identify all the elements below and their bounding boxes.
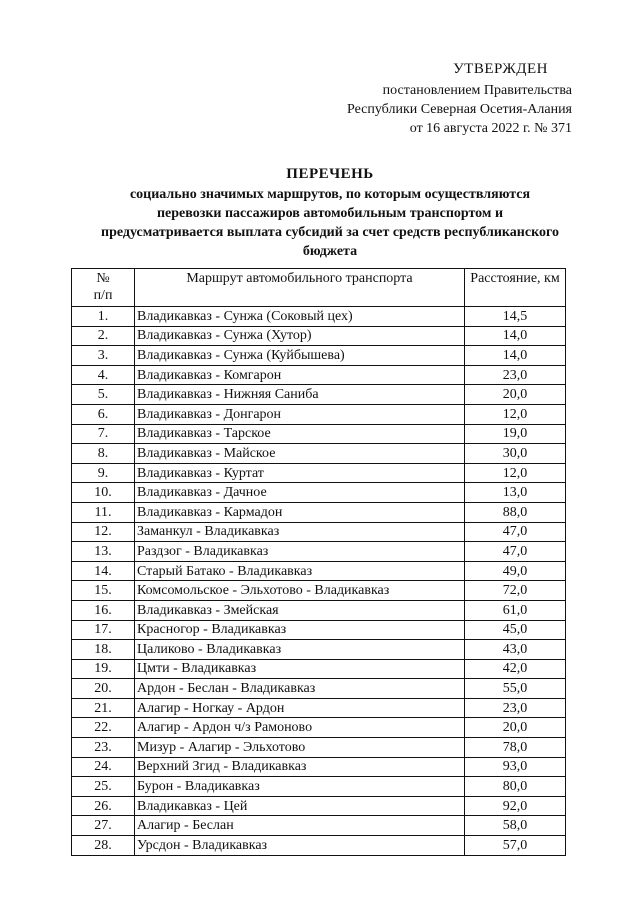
row-distance: 49,0 [465, 561, 566, 581]
row-route: Владикавказ - Комгарон [135, 365, 465, 385]
row-route: Мизур - Алагир - Эльхотово [135, 738, 465, 758]
table-row [72, 698, 566, 718]
routes-table [71, 268, 566, 856]
row-number: 2. [72, 326, 135, 346]
row-number: 17. [72, 620, 135, 640]
row-number: 10. [72, 483, 135, 503]
header-route: Маршрут автомобильного транспорта [135, 269, 465, 307]
heading-line-4: бюджета [302, 244, 358, 259]
row-route: Владикавказ - Куртат [135, 463, 465, 483]
row-distance: 19,0 [465, 424, 566, 444]
row-number: 8. [72, 444, 135, 464]
row-route: Раздзог - Владикавказ [135, 542, 465, 562]
row-distance: 57,0 [465, 836, 566, 856]
row-route: Владикавказ - Змейская [135, 600, 465, 620]
row-distance: 12,0 [465, 463, 566, 483]
row-number: 6. [72, 404, 135, 424]
row-distance: 30,0 [465, 444, 566, 464]
row-number: 3. [72, 346, 135, 366]
document-title: ПЕРЕЧЕНЬ [286, 166, 374, 182]
approval-line-2: Республики Северная Осетия-Алания [347, 102, 572, 117]
header-number-line-2: п/п [93, 288, 113, 303]
row-number: 27. [72, 816, 135, 836]
row-number: 15. [72, 581, 135, 601]
table-row [72, 718, 566, 738]
row-distance: 23,0 [465, 365, 566, 385]
row-distance: 12,0 [465, 404, 566, 424]
document-heading [60, 165, 600, 261]
table-row [72, 561, 566, 581]
row-distance: 47,0 [465, 542, 566, 562]
row-distance: 45,0 [465, 620, 566, 640]
row-distance: 72,0 [465, 581, 566, 601]
row-route: Красногор - Владикавказ [135, 620, 465, 640]
table-row [72, 620, 566, 640]
table-row [72, 502, 566, 522]
table-row [72, 365, 566, 385]
row-distance: 20,0 [465, 385, 566, 405]
row-distance: 78,0 [465, 738, 566, 758]
heading-line-1: социально значимых маршрутов, по которым осуществляются [129, 187, 531, 202]
row-route: Владикавказ - Тарское [135, 424, 465, 444]
row-distance: 88,0 [465, 502, 566, 522]
table-row [72, 424, 566, 444]
row-number: 28. [72, 836, 135, 856]
row-number: 16. [72, 600, 135, 620]
header-distance: Расстояние, км [465, 269, 566, 307]
row-number: 18. [72, 640, 135, 660]
approval-line-3: от 16 августа 2022 г. № 371 [409, 121, 572, 136]
table-row [72, 757, 566, 777]
row-route: Верхний Згид - Владикавказ [135, 757, 465, 777]
row-number: 21. [72, 698, 135, 718]
table-row [72, 444, 566, 464]
row-number: 26. [72, 796, 135, 816]
row-route: Алагир - Ногкау - Ардон [135, 698, 465, 718]
row-distance: 55,0 [465, 679, 566, 699]
row-distance: 20,0 [465, 718, 566, 738]
table-header-row [72, 269, 566, 307]
row-number: 12. [72, 522, 135, 542]
table-row [72, 404, 566, 424]
table-row [72, 581, 566, 601]
row-distance: 42,0 [465, 659, 566, 679]
row-route: Владикавказ - Кармадон [135, 502, 465, 522]
table-row [72, 659, 566, 679]
table-row [72, 307, 566, 327]
header-number-line-1: № [96, 271, 110, 286]
table-row [72, 836, 566, 856]
row-number: 11. [72, 502, 135, 522]
row-distance: 80,0 [465, 777, 566, 797]
row-route: Комсомольское - Эльхотово - Владикавказ [135, 581, 465, 601]
approval-line-1: постановлением Правительства [382, 83, 572, 98]
routes-table-body [72, 307, 566, 856]
row-number: 20. [72, 679, 135, 699]
row-number: 1. [72, 307, 135, 327]
heading-line-3: предусматривается выплата субсидий за счет средств республиканского [101, 225, 559, 240]
row-distance: 61,0 [465, 600, 566, 620]
row-number: 5. [72, 385, 135, 405]
row-route: Цаликово - Владикавказ [135, 640, 465, 660]
row-route: Бурон - Владикавказ [135, 777, 465, 797]
row-route: Заманкул - Владикавказ [135, 522, 465, 542]
heading-line-2: перевозки пассажиров автомобильным транспортом и [156, 206, 504, 221]
row-route: Владикавказ - Сунжа (Соковый цех) [135, 307, 465, 327]
row-number: 7. [72, 424, 135, 444]
row-number: 24. [72, 757, 135, 777]
row-distance: 23,0 [465, 698, 566, 718]
table-row [72, 542, 566, 562]
row-route: Владикавказ - Дачное [135, 483, 465, 503]
row-route: Алагир - Ардон ч/з Рамоново [135, 718, 465, 738]
table-row [72, 679, 566, 699]
row-distance: 43,0 [465, 640, 566, 660]
header-number [72, 269, 135, 307]
row-route: Урсдон - Владикавказ [135, 836, 465, 856]
row-route: Ардон - Беслан - Владикавказ [135, 679, 465, 699]
table-row [72, 326, 566, 346]
row-distance: 14,0 [465, 346, 566, 366]
row-route: Владикавказ - Цей [135, 796, 465, 816]
row-number: 9. [72, 463, 135, 483]
row-number: 4. [72, 365, 135, 385]
approved-label: УТВЕРЖДЕН [453, 61, 548, 77]
table-row [72, 816, 566, 836]
row-distance: 58,0 [465, 816, 566, 836]
row-number: 22. [72, 718, 135, 738]
row-distance: 14,5 [465, 307, 566, 327]
row-route: Владикавказ - Майское [135, 444, 465, 464]
table-row [72, 483, 566, 503]
row-route: Владикавказ - Сунжа (Куйбышева) [135, 346, 465, 366]
approval-block [272, 60, 572, 138]
table-row [72, 463, 566, 483]
row-route: Владикавказ - Нижняя Саниба [135, 385, 465, 405]
row-route: Алагир - Беслан [135, 816, 465, 836]
table-row [72, 522, 566, 542]
row-number: 25. [72, 777, 135, 797]
table-row [72, 796, 566, 816]
row-route: Старый Батако - Владикавказ [135, 561, 465, 581]
table-row [72, 385, 566, 405]
table-row [72, 346, 566, 366]
row-distance: 93,0 [465, 757, 566, 777]
row-distance: 13,0 [465, 483, 566, 503]
row-distance: 92,0 [465, 796, 566, 816]
row-number: 13. [72, 542, 135, 562]
row-number: 14. [72, 561, 135, 581]
row-distance: 47,0 [465, 522, 566, 542]
row-route: Владикавказ - Сунжа (Хутор) [135, 326, 465, 346]
row-route: Цмти - Владикавказ [135, 659, 465, 679]
table-row [72, 600, 566, 620]
table-row [72, 777, 566, 797]
row-distance: 14,0 [465, 326, 566, 346]
row-number: 23. [72, 738, 135, 758]
row-number: 19. [72, 659, 135, 679]
table-row [72, 640, 566, 660]
row-route: Владикавказ - Донгарон [135, 404, 465, 424]
table-row [72, 738, 566, 758]
